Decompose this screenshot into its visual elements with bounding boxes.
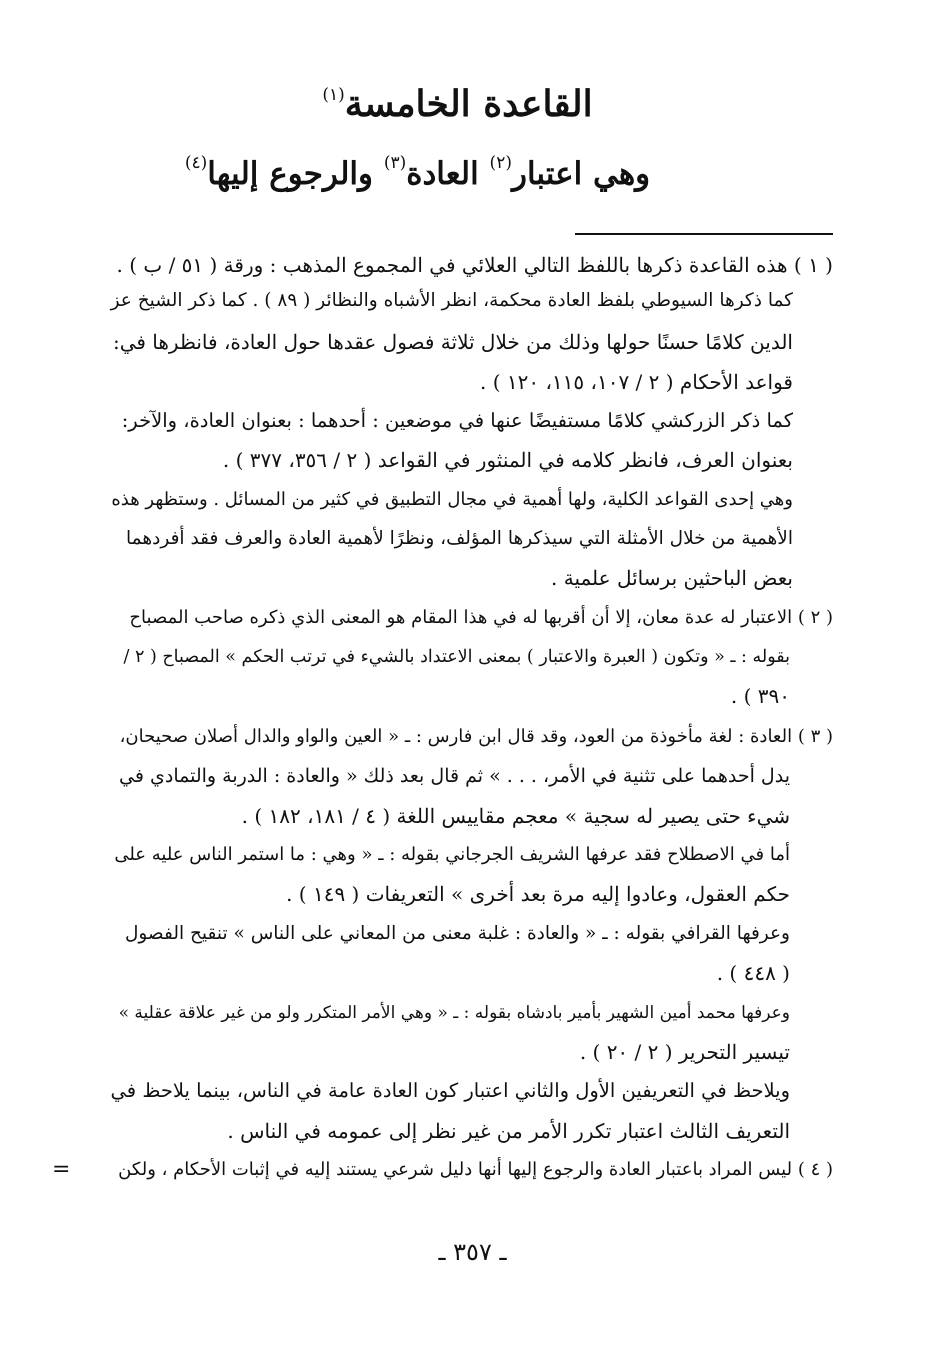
footnote-2-line: ٣٩٠ ) . (730, 684, 790, 708)
footnote-1-line: كما ذكرها السيوطي بلفظ العادة محكمة، انظر الأشباه والنظائر ( ٨٩ ) . كما ذكر الشيخ عز (110, 290, 793, 311)
footnote-1-line: بعض الباحثين برسائل علمية . (551, 566, 793, 590)
footnote-3-line: التعريف الثالث اعتبار تكرر الأمر من غير نظر إلى عمومه في الناس . (227, 1119, 790, 1143)
footnote-3-line: يدل أحدهما على تثنية في الأمر، . . . » ثم قال بعد ذلك « والعادة : الدربة والتمادي في (119, 765, 790, 787)
footnote-1-line: الأهمية من خلال الأمثلة التي سيذكرها المؤلف، ونظرًا لأهمية العادة والعرف فقد أفردهما (126, 528, 793, 549)
footnote-1-line: بعنوان العرف، فانظر كلامه في المنثور في القواعد ( ٢ / ٣٥٦، ٣٧٧ ) . (222, 448, 793, 472)
footnote-3-line: وعرفها القرافي بقوله : ـ « والعادة : غلبة معنى من المعاني على الناس » تنقيح الفصول (124, 923, 790, 944)
page-number: ـ ٣٥٧ ـ (438, 1238, 507, 1266)
rule-title-text: القاعدة الخامسة (344, 83, 593, 125)
subtitle-part-consideration: وهي اعتبار (511, 156, 651, 192)
footnote-2-line: ( ٢ ) الاعتبار له عدة معان، إلا أن أقربها له في هذا المقام هو المعنى الذي ذكره صاحب المصباح (129, 607, 833, 628)
footnote-ref-1[interactable]: (١) (322, 85, 345, 105)
footnote-3-line: شيء حتى يصير له سجية » معجم مقاييس اللغة ( ٤ / ١٨١، ١٨٢ ) . (241, 804, 790, 828)
footnote-1-line: الدين كلامًا حسنًا حولها وذلك من خلال ثلاثة فصول عقدها حول العادة، فانظرها في: (112, 330, 793, 354)
footnote-4-line: ( ٤ ) ليس المراد باعتبار العادة والرجوع إليها أنها دليل شرعي يستند إليه في إثبات الأحكام ، ولكن (118, 1159, 833, 1180)
footnote-3-line: أما في الاصطلاح فقد عرفها الشريف الجرجاني بقوله : ـ « وهي : ما استمر الناس عليه على (114, 844, 790, 865)
footnote-ref-4[interactable]: (٤) (184, 153, 208, 173)
footnote-3-line: ويلاحظ في التعريفين الأول والثاني اعتبار كون العادة عامة في الناس، بينما يلاحظ في (110, 1079, 790, 1102)
footnote-1-line: قواعد الأحكام ( ٢ / ١٠٧، ١١٥، ١٢٠ ) . (479, 370, 793, 394)
footnote-3-line: وعرفها محمد أمين الشهير بأمير بادشاه بقوله : ـ « وهي الأمر المتكرر ولو من غير علاقة عقلية » (118, 1003, 790, 1023)
footnote-3-line: تيسير التحرير ( ٢ / ٢٠ ) . (579, 1040, 790, 1064)
footnote-3-line: حكم العقول، وعادوا إليه مرة بعد أخرى » التعريفات ( ١٤٩ ) . (286, 882, 790, 906)
footnote-3-line: ( ٤٤٨ ) . (716, 961, 790, 985)
subtitle-part-recourse: والرجوع إليها (207, 156, 374, 192)
footnote-1-line: ( ١ ) هذه القاعدة ذكرها باللفظ التالي العلائي في المجموع المذهب : ورقة ( ٥١ / ب ) . (116, 253, 833, 277)
footnote-1-line: وهي إحدى القواعد الكلية، ولها أهمية في مجال التطبيق في كثير من المسائل . وستظهر هذه (111, 489, 793, 510)
continuation-mark: = (52, 1157, 71, 1182)
footnote-3-line: ( ٣ ) العادة : لغة مأخوذة من العود، وقد قال ابن فارس : ـ « العين والواو والدال أصلان صحيحان، (119, 726, 833, 747)
footnote-2-line: بقوله : ـ « وتكون ( العبرة والاعتبار ) بمعنى الاعتداد بالشيء في ترتب الحكم » المصباح ( ٢ / (123, 647, 790, 667)
footnote-ref-2[interactable]: (٢) (489, 153, 512, 173)
footnote-1-line: كما ذكر الزركشي كلامًا مستفيضًا عنها في موضعين : أحدهما : بعنوان العادة، والآخر: (121, 409, 793, 432)
footnote-ref-3[interactable]: (٣) (383, 153, 407, 173)
subtitle-part-custom: العادة (406, 156, 479, 192)
